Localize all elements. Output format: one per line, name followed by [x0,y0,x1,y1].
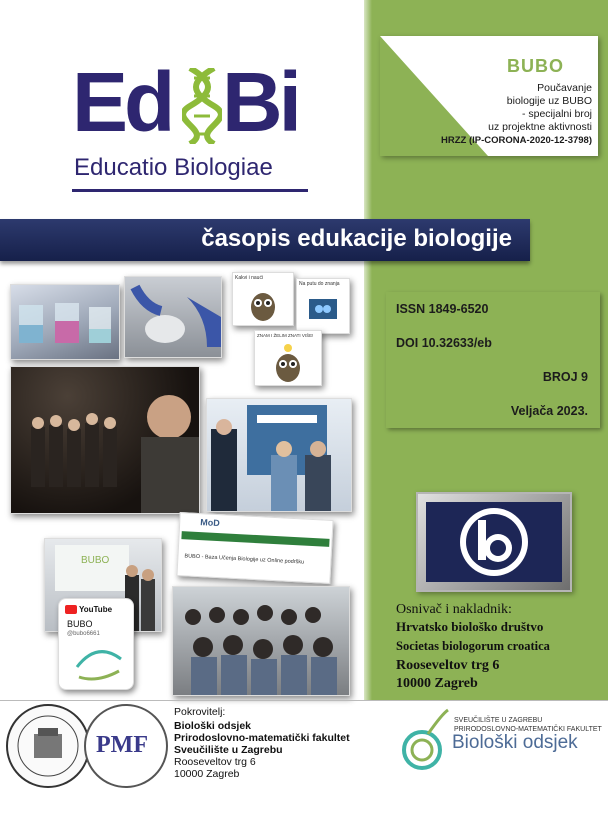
footer-divider [0,700,608,701]
owl-card-label: Kakvi i naući [235,275,264,281]
bubo-owl-icon [59,599,133,689]
seal-emblem [8,706,88,786]
issue-info-box [386,292,600,428]
lab-photo-gloves [124,276,222,358]
sponsor-university: Sveučilište u Zagrebu [174,744,283,756]
publisher-city: 10000 Zagreb [396,676,478,691]
sponsor-heading: Pokrovitelj: [174,706,226,718]
publisher-heading: Osnivač i nakladnik: [396,602,512,617]
pmf-logo [84,704,168,788]
conference-photo-poster [206,398,352,512]
beakers-image [11,285,119,359]
special-line: - specijalni broj [521,108,592,120]
audience-photo [172,586,350,696]
special-line: Poučavanje [537,82,592,94]
dna-helix-icon [182,68,222,144]
owl-card-label: Na putu do znanja [299,281,340,287]
publisher-info [396,602,606,692]
society-logo [416,492,572,592]
poster-people-image [207,399,351,511]
doi-text: DOI 10.32633/eb [396,336,492,350]
gloves-image [125,277,221,357]
logo-underline [72,189,308,192]
sponsor-faculty: Prirodoslovno-matematički fakultet [174,732,350,744]
owl-card-bottom [254,330,322,386]
green-panel-edge [364,0,372,700]
society-logo-plate [426,502,562,582]
group-photo-night [10,366,200,514]
unizg-line-2: PRIRODOSLOVNO-MATEMATIČKI FAKULTET [454,726,602,733]
issn-text: ISSN 1849-6520 [396,302,489,316]
logo-ed-text: Ed [72,55,172,149]
title-banner [0,219,530,261]
owl-card-label: ZNAM I ŽELIM ZNATI VIŠE! [257,333,314,338]
film-icon [297,289,349,329]
svg-text:BUBO: BUBO [81,555,110,566]
lab-photo-beakers [10,284,120,360]
sponsor-street: Rooseveltov trg 6 [174,756,256,768]
owl-card-mid [296,278,350,334]
publisher-street: Rooseveltov trg 6 [396,658,500,673]
dna-spiral-icon [394,706,454,776]
unizg-department-name: Biološki odsjek [452,732,578,753]
issue-date: Veljača 2023. [510,404,588,418]
special-issue-text [441,82,592,147]
special-line: biologije uz BUBO [506,95,592,107]
university-seal-icon [6,704,90,788]
publisher-name: Hrvatsko biološko društvo [396,619,544,634]
publisher-latin-name: Societas biologorum croatica [396,639,550,653]
project-code: HRZZ (IP-CORONA-2020-12-3798) [441,135,592,146]
banner-title: časopis edukacije biologije [201,225,512,252]
owl-icon [233,283,293,323]
unizg-line-1: SVEUČILIŠTE U ZAGREBU [454,717,543,724]
mod-nav-bar [181,531,329,547]
mod-screenshot [176,512,333,584]
mod-logo: MoD [200,517,221,529]
society-b-icon [426,502,562,582]
sponsor-department: Biološki odsjek [174,720,252,732]
sponsor-city: 10000 Zagreb [174,768,240,780]
sponsor-info [174,706,350,780]
logo-bi-text: Bi [222,55,298,149]
special-issue-box [380,36,598,156]
issue-number: BROJ 9 [542,370,588,384]
biology-department-logo [390,702,602,782]
youtube-handle: @bubo6661 [67,631,100,637]
bubo-logo: BUBO [507,56,564,76]
special-line: uz projektne aktivnosti [488,121,592,133]
logo-subtitle: Educatio Biologiae [74,154,273,181]
mod-caption: BUBO - Baza Učenja Biologije uz Online podršku [184,553,305,566]
youtube-channel: BUBO [67,619,93,629]
owl-card-top [232,272,294,326]
youtube-label: YouTube [79,605,113,614]
edibi-logo [72,55,312,204]
audience-image [173,587,349,695]
group-night-image [11,367,199,513]
pmf-logo-text: PMF [96,732,148,758]
owl-icon [255,340,321,384]
youtube-card [58,598,134,690]
